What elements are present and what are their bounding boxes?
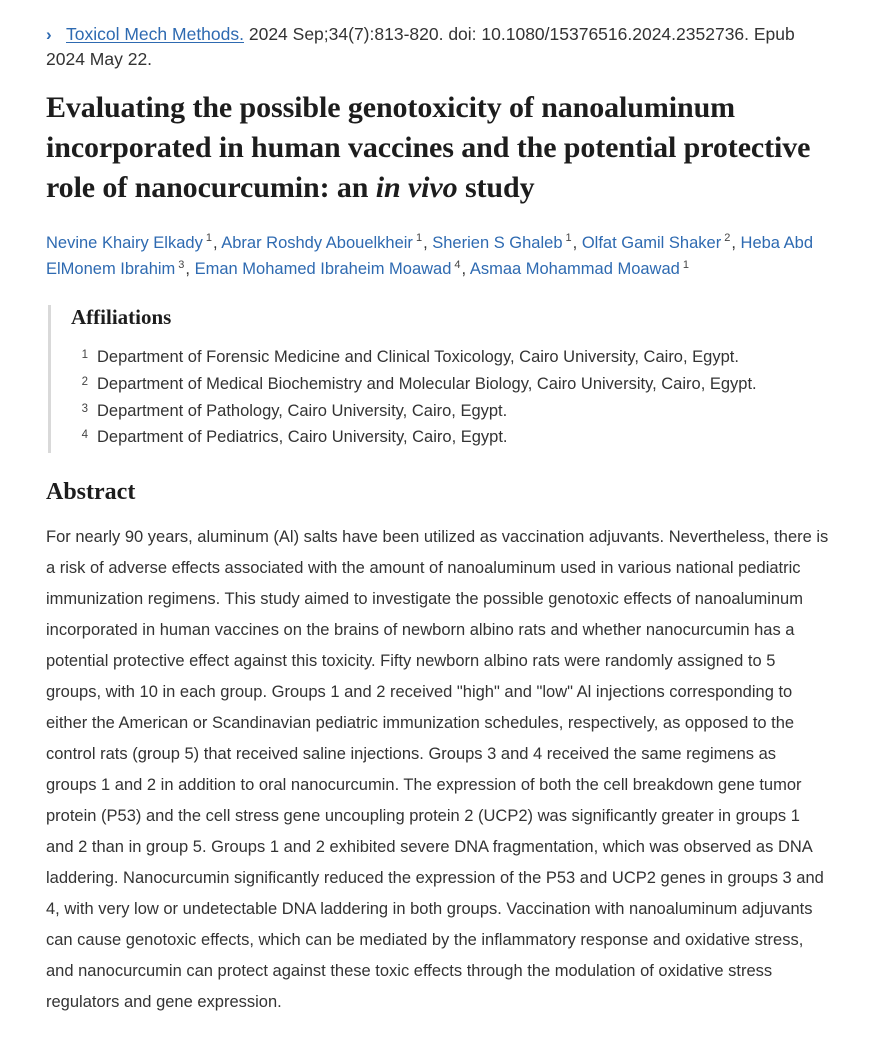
affiliation-number: 2 [81, 375, 88, 388]
author-affil-marker: 2 [724, 232, 731, 245]
affiliations-list [71, 344, 830, 451]
affiliation-number: 3 [81, 402, 88, 415]
list-item [71, 398, 830, 425]
affiliation-text: Department of Pathology, Cairo University, Cairo, Egypt. [97, 401, 508, 420]
author-affil-marker: 1 [415, 232, 423, 245]
list-item [71, 344, 830, 371]
author-affil-marker: 3 [178, 258, 185, 271]
abstract-text: For nearly 90 years, aluminum (Al) salts have been utilized as vaccination adjuvants. Nevertheless, there is a risk of adverse effects associated with the amount of nanoaluminum used in various national pediatric immunization regimens. This study aimed to investigate the possible genotoxic effects of nanoaluminum incorporated in human vaccines on the brains of newborn albino rats and whether nanocurcumin has a potential protective effect against this toxicity. Fifty newborn albino rats were randomly assigned to 5 groups, with 10 in each group. Groups 1 and 2 received "high" and "low" Al injections corresponding to either the American or Scandinavian pediatric immunization schedules, respectively, as opposed to the control rats (group 5) that received saline injections. Groups 3 and 4 received the same regimens as groups 1 and 2 in addition to oral nanocurcumin. The expression of both the cell breakdown gene tumor protein (P53) and the cell stress gene uncoupling protein 2 (UCP2) was significantly greater in groups 1 and 2 than in group 5. Groups 1 and 2 exhibited severe DNA fragmentation, which was observed as DNA laddering. Nanocurcumin significantly reduced the expression of the P53 and UCP2 genes in groups 3 and 4, with very low or undetectable DNA laddering in both groups. Vaccination with nanoaluminum adjuvants can cause genotoxic effects, which can be mediated by the inflammatory response and oxidative stress, and nanocurcumin can protect against these toxic effects through the modulation of oxidative stress regulators and gene expression. [46, 527, 829, 1012]
chevron-right-icon[interactable]: › [46, 25, 52, 44]
author-affil-marker: 4 [454, 258, 461, 271]
author-link[interactable]: Sherien S Ghaleb [432, 233, 563, 252]
author-separator: , [461, 260, 467, 279]
abstract-heading: Abstract [46, 478, 136, 505]
author-list [46, 230, 830, 283]
affiliation-number: 4 [81, 429, 88, 442]
affiliations-heading: Affiliations [71, 305, 172, 330]
list-item [71, 371, 830, 398]
journal-link[interactable]: Toxicol Mech Methods. [66, 24, 244, 44]
author-link[interactable]: Asmaa Mohammad Moawad [469, 260, 680, 279]
author-entry [221, 234, 427, 252]
page-title [46, 88, 830, 208]
author-link[interactable]: Nevine Khairy Elkady [46, 233, 203, 252]
title-text-part2: study [457, 170, 535, 204]
author-separator: , [423, 233, 428, 252]
title-text-part1: Evaluating the possible genotoxicity of nanoaluminum incorporated in human vaccines and the potential protective role of nanocurcumin: an [46, 90, 811, 204]
affiliation-text: Department of Medical Biochemistry and Molecular Biology, Cairo University, Cairo, Egypt. [97, 374, 757, 393]
author-separator: , [572, 233, 578, 252]
citation-line [46, 22, 830, 72]
title-text-italic: in vivo [375, 170, 458, 204]
author-link[interactable]: Olfat Gamil Shaker [581, 233, 722, 252]
author-link[interactable]: Abrar Roshdy Abouelkheir [221, 233, 413, 252]
citation-details: 2024 Sep;34(7):813-820. doi: 10.1080/15376516.2024.2352736. Epub 2024 May 22. [46, 24, 795, 70]
author-entry [46, 234, 218, 252]
author-separator: , [212, 233, 218, 252]
author-link[interactable]: Eman Mohamed Ibraheim Moawad [194, 260, 452, 279]
author-entry [582, 234, 736, 252]
affiliation-text: Department of Forensic Medicine and Clinical Toxicology, Cairo University, Cairo, Egypt. [97, 348, 739, 367]
author-affil-marker: 1 [682, 258, 689, 271]
author-entry [195, 260, 467, 278]
affiliation-number: 1 [81, 349, 88, 362]
author-entry [432, 234, 577, 252]
affiliation-text: Department of Pediatrics, Cairo University, Cairo, Egypt. [97, 428, 508, 447]
author-affil-marker: 1 [205, 232, 212, 245]
author-entry [470, 260, 690, 278]
author-affil-marker: 1 [565, 232, 572, 245]
list-item [71, 424, 830, 451]
affiliations-section [48, 305, 830, 453]
author-link[interactable]: Heba Abd ElMonem Ibrahim [46, 233, 814, 279]
author-separator: , [185, 260, 191, 279]
author-separator: , [731, 233, 736, 252]
